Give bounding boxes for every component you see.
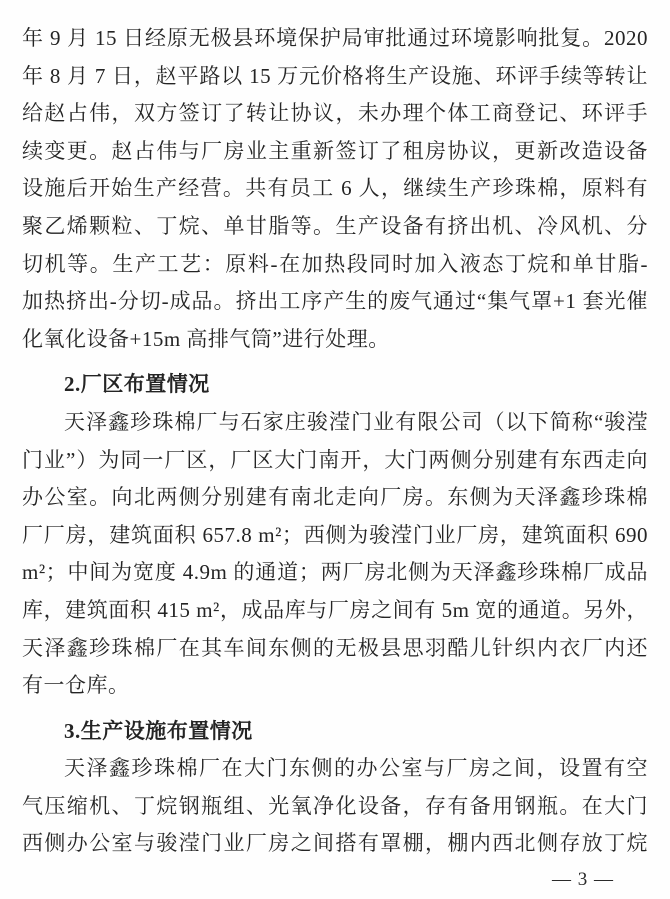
text-line: 设施后开始生产经营。共有员工 6 人，继续生产珍珠棉，原料有: [22, 176, 648, 201]
text-line: 气压缩机、丁烷钢瓶组、光氧净化设备，存有备用钢瓶。在大门: [22, 793, 648, 818]
text-line: 年 8 月 7 日，赵平路以 15 万元价格将生产设施、环评手续等转让: [22, 63, 648, 88]
text-line: 天泽鑫珍珠棉厂在大门东侧的办公室与厂房之间，设置有空: [64, 756, 648, 781]
section-heading: 2.厂区布置情况: [64, 372, 210, 397]
text-line: m²；中间为宽度 4.9m 的通道；两厂房北侧为天泽鑫珍珠棉厂成品: [22, 560, 648, 585]
text-line: 办公室。向北两侧分别建有南北走向厂房。东侧为天泽鑫珍珠棉: [22, 485, 648, 510]
text-line: 年 9 月 15 日经原无极县环境保护局审批通过环境影响批复。2020: [22, 26, 648, 50]
text-line: 库，建筑面积 415 m²，成品库与厂房之间有 5m 宽的通道。另外，: [22, 597, 648, 622]
text-line: 天泽鑫珍珠棉厂在其车间东侧的无极县思羽酷儿针织内衣厂内还: [22, 635, 648, 660]
text-line: 门业”）为同一厂区，厂区大门南开，大门两侧分别建有东西走向: [22, 447, 648, 472]
page-number: — 3 —: [552, 869, 614, 890]
text-line: 西侧办公室与骏滢门业厂房之间搭有罩棚，棚内西北侧存放丁烷: [22, 831, 648, 856]
text-line: 切机等。生产工艺：原料-在加热段同时加入液态丁烷和单甘脂-: [22, 251, 648, 276]
text-line: 厂厂房，建筑面积 657.8 m²；西侧为骏滢门业厂房，建筑面积 690: [22, 522, 648, 547]
text-line: 化氧化设备+15m 高排气筒”进行处理。: [22, 326, 390, 351]
text-line: 加热挤出-分切-成品。挤出工序产生的废气通过“集气罩+1 套光催: [22, 289, 648, 314]
text-line: 续变更。赵占伟与厂房业主重新签订了租房协议，更新改造设备: [22, 138, 648, 163]
text-line: 有一仓库。: [22, 673, 130, 698]
document-body: [22, 20, 648, 863]
section-heading: 3.生产设施布置情况: [64, 718, 253, 743]
text-line: 天泽鑫珍珠棉厂与石家庄骏滢门业有限公司（以下简称“骏滢: [64, 409, 648, 434]
text-line: 聚乙烯颗粒、丁烷、单甘脂等。生产设备有挤出机、冷风机、分: [22, 213, 648, 238]
text-line: 给赵占伟，双方签订了转让协议，未办理个体工商登记、环评手: [22, 101, 648, 126]
